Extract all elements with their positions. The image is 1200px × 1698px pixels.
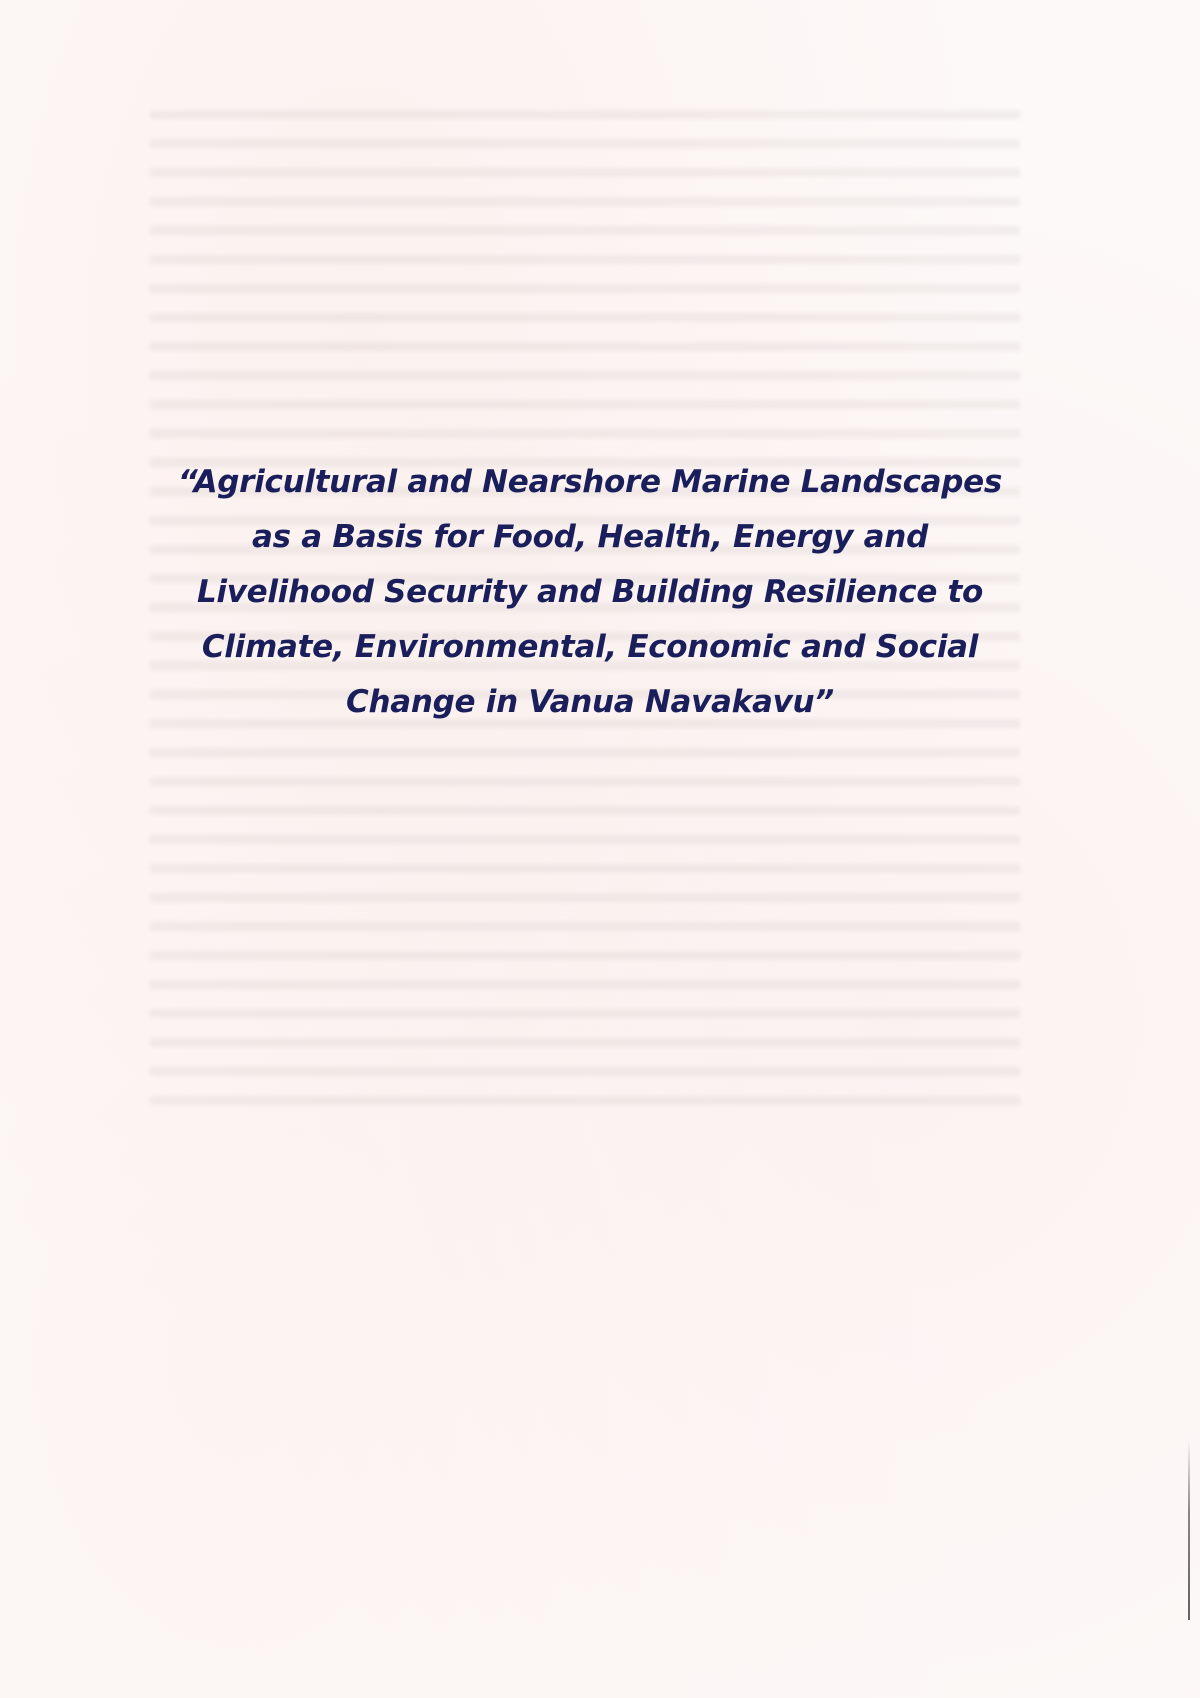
title-line-1: “Agricultural and Nearshore Marine Landscapes bbox=[177, 464, 1003, 500]
title-line-3: Livelihood Security and Building Resilience to bbox=[196, 574, 984, 610]
title-line-5: Change in Vanua Navakavu” bbox=[346, 684, 834, 720]
title-line-4: Climate, Environmental, Economic and Social bbox=[201, 629, 979, 665]
title-line-2: as a Basis for Food, Health, Energy and bbox=[252, 519, 928, 555]
scan-edge-mark bbox=[1188, 1440, 1190, 1620]
document-title bbox=[140, 455, 1040, 730]
